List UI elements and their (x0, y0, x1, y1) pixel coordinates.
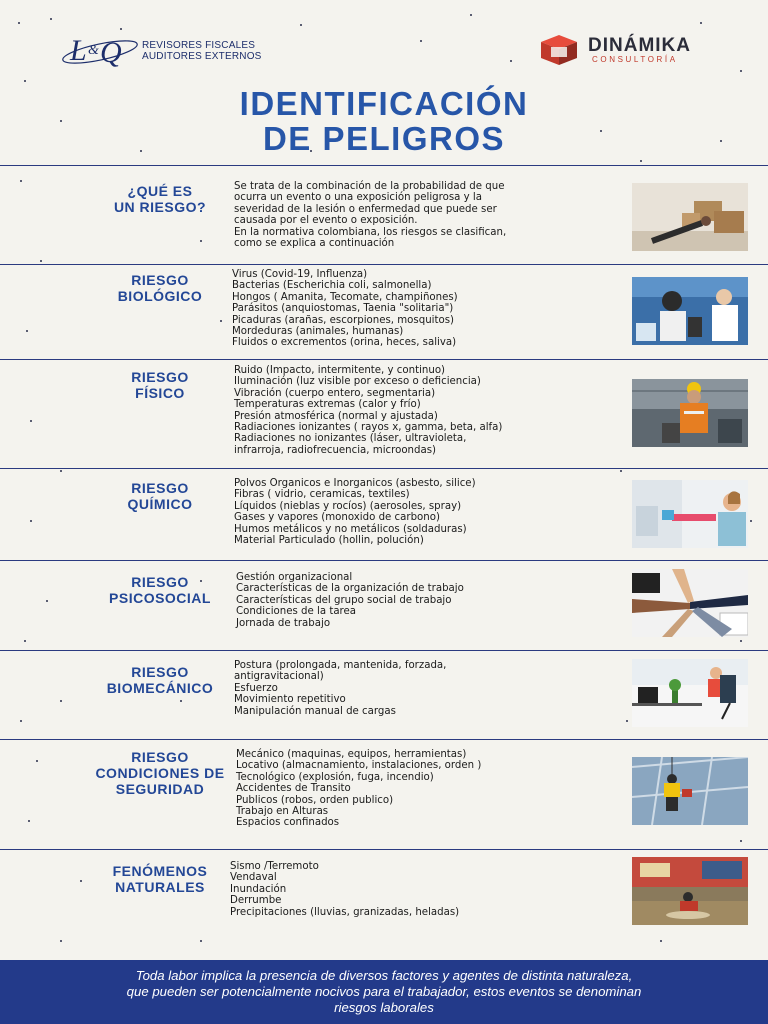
section-body (234, 181, 624, 249)
section-body (234, 365, 624, 456)
section-body-line: Temperaturas extremas (calor y frío) (234, 399, 421, 411)
section-divider (0, 359, 768, 360)
dinamika-title: DINÁMIKA (588, 35, 691, 56)
section-body-line: Bacterias (Escherichia coli, salmonella) (232, 280, 432, 292)
section-body (236, 572, 626, 629)
section-body (236, 749, 626, 829)
hazard-section (0, 560, 768, 649)
section-divider (0, 849, 768, 850)
section-label-line: FENÓMENOS (112, 863, 208, 879)
industrial-worker-photo (632, 379, 748, 447)
section-body-line: Movimiento repetitivo (234, 694, 346, 706)
page-title-line: DE PELIGROS (262, 120, 506, 157)
section-body-line: En la normativa colombiana, los riesgos se clasifican, (234, 226, 507, 238)
footer-banner (0, 960, 768, 1024)
section-body-line: antigravitacional) (234, 671, 324, 683)
section-body-line: Trabajo en Alturas (236, 806, 329, 818)
decorative-dot (640, 160, 642, 162)
section-body-line: Vibración (cuerpo entero, segmentaria) (234, 387, 436, 399)
footer-text (20, 968, 748, 1016)
footer-line: que pueden ser potencialmente nocivos para el trabajador, estos eventos se denominan (126, 984, 642, 999)
decorative-dot (420, 40, 422, 42)
section-body-line: Esfuerzo (234, 682, 278, 694)
section-label (60, 272, 260, 304)
section-body-line: Condiciones de la tarea (236, 606, 357, 618)
section-body-line: Fluidos o excrementos (orina, heces, saliva) (232, 337, 457, 349)
section-body-line: Precipitaciones (lluvias, granizadas, heladas) (230, 906, 460, 918)
section-body-line: ocurra un evento o una exposición peligrosa y la (234, 192, 482, 204)
section-divider (0, 468, 768, 469)
section-label-line: PSICOSOCIAL (109, 590, 211, 606)
section-body-line: Sismo /Terremoto (230, 861, 319, 872)
section-body-line: Vendaval (230, 872, 277, 884)
svg-text:L: L (70, 34, 87, 67)
decorative-dot (50, 18, 52, 20)
section-body (232, 269, 622, 349)
lq-logo-text (142, 40, 262, 62)
section-divider (0, 165, 768, 166)
lq-logo-line: REVISORES FISCALES (142, 40, 256, 51)
section-body-line: Parásitos (anquiostomas, Taenia "solitaria") (232, 303, 454, 315)
section-body-line: Gases y vapores (monoxido de carbono) (234, 512, 440, 524)
section-label-line: RIESGO (131, 369, 189, 385)
section-label-line: RIESGO (131, 749, 189, 765)
section-body-line: Accidentes de Transito (236, 783, 351, 795)
section-body-line: Mecánico (maquinas, equipos, herramientas) (236, 749, 467, 760)
decorative-dot (470, 14, 472, 16)
hazard-section (0, 739, 768, 848)
section-label-line: FÍSICO (135, 385, 185, 401)
section-label-line: BIOLÓGICO (117, 288, 203, 304)
section-label-line: ¿QUÉ ES (127, 183, 193, 199)
section-label-line: RIESGO (131, 272, 189, 288)
section-body-line: severidad de la lesión o enfermedad que puede ser (234, 203, 497, 215)
lab-scientists-photo (632, 277, 748, 345)
section-label-line: RIESGO (131, 664, 189, 680)
hazard-section (0, 165, 768, 263)
section-body-line: Fibras ( vidrio, ceramicas, textiles) (234, 489, 410, 501)
section-body-line: como se explica a continuación (234, 238, 395, 250)
section-label-line: RIESGO (131, 574, 189, 590)
section-label (60, 664, 260, 696)
dinamika-subtitle: CONSULTORÍA (592, 55, 678, 64)
section-body-line: Humos metálicos y no metálicos (soldaduras) (234, 523, 467, 535)
section-body-line: Locativo (almacnamiento, instalaciones, orden ) (236, 760, 482, 772)
section-body-line: Mordeduras (animales, humanas) (232, 326, 404, 338)
footer-line: riesgos laborales (334, 1000, 434, 1015)
footer-line: Toda labor implica la presencia de diversos factores y agentes de distinta naturaleza, (135, 968, 633, 983)
page-title (0, 86, 768, 156)
section-body-line: Radiaciones ionizantes ( rayos x, gamma, beta, alfa) (234, 422, 503, 434)
hazard-section (0, 849, 768, 959)
section-body-line: Presión atmosférica (normal y ajustada) (234, 410, 438, 422)
decorative-dot (510, 60, 512, 62)
section-divider (0, 650, 768, 651)
section-body-line: Iluminación (luz visible por exceso o deficiencia) (234, 376, 481, 388)
section-body-line: Virus (Covid-19, Influenza) (232, 269, 368, 280)
section-body-line: Publicos (robos, orden publico) (236, 794, 394, 806)
section-label (60, 749, 260, 797)
lq-logo-line: AUDITORES EXTERNOS (142, 51, 262, 62)
page-title-line: IDENTIFICACIÓN (239, 85, 529, 122)
section-body-line: Postura (prolongada, mantenida, forzada, (234, 660, 447, 671)
flood-street-photo (632, 857, 748, 925)
section-body-line: Inundación (230, 883, 287, 895)
section-label-line: RIESGO (131, 480, 189, 496)
section-label-line: BIOMECÁNICO (106, 680, 214, 696)
section-body-line: Características del grupo social de trabajo (236, 594, 452, 606)
section-label (60, 183, 260, 215)
section-label-line: SEGURIDAD (115, 781, 205, 797)
section-body-line: Picaduras (arañas, escorpiones, mosquitos) (232, 314, 454, 326)
fallen-worker-photo (632, 183, 748, 251)
section-label (60, 574, 260, 606)
section-body (230, 861, 620, 918)
section-body-line: Derrumbe (230, 895, 282, 907)
section-body-line: Manipulación manual de cargas (234, 705, 396, 717)
section-body-line: Tecnológico (explosión, fuga, incendio) (236, 771, 434, 783)
section-body-line: Líquidos (nieblas y rocíos) (aerosoles, spray) (234, 500, 462, 512)
office-desk-photo (632, 659, 748, 727)
section-label-line: NATURALES (115, 879, 205, 895)
hazard-section (0, 468, 768, 559)
decorative-dot (24, 80, 26, 82)
section-label-line: UN RIESGO? (113, 199, 207, 215)
section-divider (0, 264, 768, 265)
hazard-section (0, 650, 768, 738)
team-hands-photo (632, 569, 748, 637)
section-body-line: Polvos Organicos e Inorganicos (asbesto, silice) (234, 478, 476, 489)
decorative-dot (18, 22, 20, 24)
lq-logo (60, 30, 140, 70)
svg-text:&: & (88, 43, 99, 58)
height-work-photo (632, 757, 748, 825)
section-label (60, 369, 260, 401)
section-body-line: Se trata de la combinación de la probabilidad de que (234, 181, 505, 192)
section-body (234, 660, 624, 717)
section-body-line: Jornada de trabajo (236, 617, 331, 629)
section-body-line: infrarroja, radiofrecuencia, microondas) (234, 444, 437, 456)
section-divider (0, 560, 768, 561)
section-body-line: Espacios confinados (236, 817, 340, 829)
section-body (234, 478, 624, 546)
hazard-section (0, 264, 768, 358)
section-body-line: Material Particulado (hollin, polución) (234, 535, 424, 547)
section-label-line: CONDICIONES DE (95, 765, 225, 781)
section-body-line: Radiaciones no ionizantes (láser, ultravioleta, (234, 433, 467, 445)
section-label-line: QUÍMICO (127, 496, 193, 512)
section-body-line: Características de la organización de trabajo (236, 583, 464, 595)
svg-text:Q: Q (100, 36, 122, 69)
section-label (60, 480, 260, 512)
section-divider (0, 739, 768, 740)
section-body-line: causada por el evento o exposición. (234, 215, 418, 227)
section-body-line: Hongos ( Amanita, Tecomate, champiñones) (232, 291, 458, 303)
decorative-dot (700, 22, 702, 24)
decorative-dot (740, 70, 742, 72)
section-body-line: Ruido (Impacto, intermitente, y continuo) (234, 365, 446, 376)
dinamika-logo (535, 33, 583, 67)
hazard-section (0, 359, 768, 467)
cleaning-spray-photo (632, 480, 748, 548)
decorative-dot (300, 24, 302, 26)
section-body-line: Gestión organizacional (236, 572, 353, 583)
